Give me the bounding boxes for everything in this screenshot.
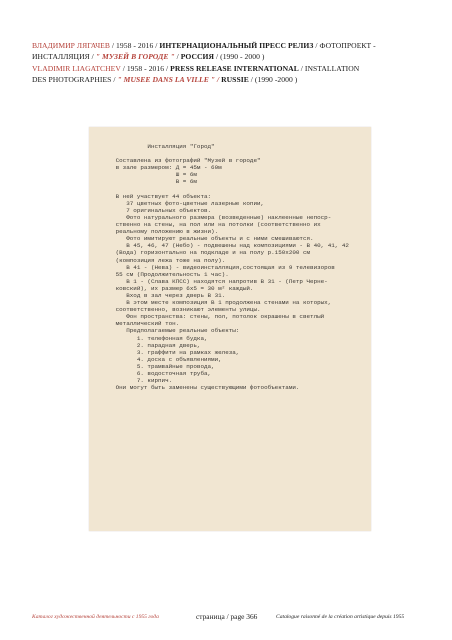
release-title-fr: PRESS RELEASE INTERNATIONAL	[170, 63, 299, 73]
separator: /	[164, 63, 171, 73]
document-line: Вход в зал через дверь В 31.	[105, 291, 226, 299]
project-type-fr: INSTALLATION	[304, 63, 360, 73]
document-line: Они могут быть заменены существующими фотообъектами.	[105, 384, 300, 392]
document-line: реальному положению в жизни).	[105, 228, 219, 236]
typewritten-document	[89, 127, 371, 531]
document-line: 5. трамвайные провода,	[105, 362, 215, 370]
separator: /	[89, 52, 96, 62]
document-line: 4. доска с объявлениями,	[105, 355, 222, 363]
artist-years: 1958 - 2016	[116, 41, 154, 50]
document-line: Инсталляция "Город"	[105, 143, 215, 150]
project-lead-fr: DES PHOTOGRAPHIES	[32, 74, 112, 84]
document-line: 55 см (Продолжительность 1 час).	[105, 270, 229, 278]
document-line: В этом месте композиция В 1 продолжена стенами на которых,	[105, 299, 332, 307]
document-line: 7 оригинальных объектов.	[105, 206, 212, 214]
document-line: в зале размером: Д = 45м - 60м	[105, 164, 222, 172]
footer-catalogue-fr: Catalogue raisonné de la création artistique depuis 1955	[276, 614, 405, 620]
document-line: 37 цветных фото-цветные лазерные копии,	[105, 199, 265, 207]
document-line: В = 6м	[105, 178, 197, 186]
project-lead-ru: ИНСТАЛЛЯЦИЯ	[32, 52, 90, 62]
page-footer	[0, 611, 452, 623]
country-ru: РОССИЯ	[180, 52, 215, 62]
document-line: В ней участвует 44 объекта:	[105, 192, 212, 200]
document-line: (композиция лежа тоже на полу).	[105, 256, 226, 264]
document-line: 2. парадная дверь,	[105, 341, 201, 349]
document-line: 6. водосточная труба,	[105, 370, 212, 377]
project-title-ru: " МУЗЕЙ В ГОРОДЕ "	[95, 52, 175, 62]
document-line: Фото натурального размера (возведенные) наклеенные непоср-	[105, 213, 332, 221]
project-title-fr: " MUSEE DANS LA VILLE " /	[117, 74, 220, 84]
header-line-ru-1	[32, 40, 432, 51]
document-line: Ш = 6м	[105, 171, 197, 179]
header-line-fr-2	[32, 74, 432, 85]
document-line: металлический тон.	[105, 320, 180, 328]
separator: /	[174, 52, 181, 62]
separator: /	[109, 41, 117, 50]
page-number: страница / page 366	[196, 612, 258, 621]
document-line	[105, 150, 363, 157]
document-line	[105, 186, 363, 193]
document-line: Предполагаемые реальные объекты:	[105, 327, 240, 335]
page-header	[32, 40, 432, 85]
separator: /	[248, 74, 255, 84]
document-line: В 1 - (Слава КПСС) находятся напротив В 31 - (Петр Черне-	[105, 277, 328, 285]
separator: /	[153, 41, 160, 50]
release-title-ru: ИНТЕРНАЦИОНАЛЬНЫЙ ПРЕСС РЕЛИЗ	[159, 41, 314, 50]
document-line: (Вода) горизонтально на подкладе и на полу р.150х200 см	[105, 249, 311, 257]
country-fr: RUSSIE	[221, 74, 249, 84]
document-line: ковский), их размер 6х5 = 30 м² каждый.	[105, 284, 254, 292]
artist-name-fr: VLADIMIR LIAGATCHEV	[32, 63, 121, 73]
document-line: 7. кирпич.	[105, 377, 173, 385]
separator: /	[111, 74, 118, 84]
separator: /	[120, 63, 127, 73]
document-line: соответственно, возникают элементы улицы.	[105, 306, 261, 314]
artist-years: 1958 - 2016	[126, 63, 165, 73]
document-line: В 41 - (Нева) - видеоинсталляция,состоящая из 9 телевизоров	[105, 263, 335, 271]
artist-name-ru: ВЛАДИМИР ЛЯГАЧЕВ	[32, 41, 110, 50]
document-line: ственно на стены, на пол или на потолки (соответственно их	[105, 221, 321, 229]
document-line: 3. граффити на рамках железа,	[105, 348, 240, 356]
footer-catalogue-ru: Каталог художественной деятельности с 1955 года	[32, 614, 159, 620]
document-line: Фото имитируют реальные объекты и с ними смешиваются.	[105, 235, 314, 243]
document-line: Фон пространства: стены, пол, потолок окрашены в светлый	[105, 313, 325, 321]
document-line: В 45, 46, 47 (Небо) - подвешены над композициями - В 40, 41, 42	[105, 242, 349, 250]
document-line: 1. телефонная будка,	[105, 334, 208, 342]
header-line-fr-1	[32, 63, 432, 74]
project-type-ru: ФОТОПРОЕКТ -	[319, 41, 376, 50]
separator: /	[214, 52, 221, 62]
header-line-ru-2	[32, 51, 432, 62]
document-text	[105, 143, 363, 391]
separator: /	[313, 41, 320, 50]
document-line: Составлена из фотографий "Музей в городе"	[105, 157, 261, 165]
project-years: (1990 - 2000 )	[220, 52, 265, 62]
separator: /	[298, 63, 305, 73]
project-years: (1990 -2000 )	[254, 74, 298, 84]
